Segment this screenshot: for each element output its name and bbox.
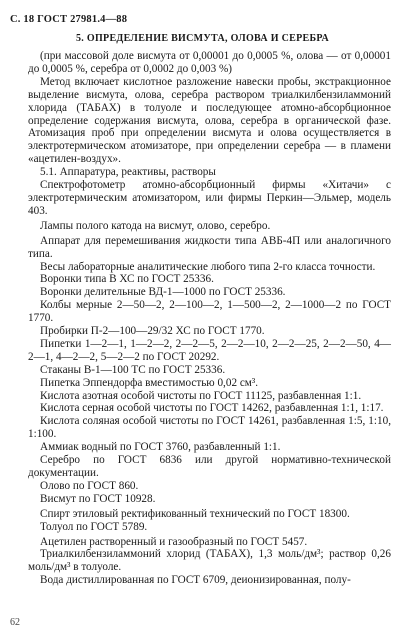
page-number: 62 xyxy=(10,617,20,628)
paragraph-beakers: Стаканы В-1—100 ТС по ГОСТ 25336. xyxy=(40,363,226,376)
paragraph-toluene: Толуол по ГОСТ 5789. xyxy=(40,520,148,533)
paragraph-scales: Весы лабораторные аналитические любого типа 2-го класса точности. xyxy=(40,260,376,273)
paragraph-silver: Серебро по ГОСТ 6836 или другой нормативно-технической документации. xyxy=(28,454,391,479)
paragraph-range: (при массовой доле висмута от 0,00001 до 0,0005 %, олова — от 0,00001 до 0,0005 %, серебра от 0,0002 до 0,003 %) xyxy=(28,50,391,75)
paragraph-bismuth: Висмут по ГОСТ 10928. xyxy=(40,492,156,505)
paragraph-eppendorf: Пипетка Эппендорфа вместимостью 0,02 см³. xyxy=(40,376,259,389)
paragraph-test-tubes: Пробирки П-2—100—29/32 ХС по ГОСТ 1770. xyxy=(40,325,265,338)
paragraph-water: Вода дистиллированная по ГОСТ 6709, деионизированная, полу- xyxy=(40,574,351,587)
paragraph-spectrophotometer: Спектрофотометр атомно-абсорбционный фирмы «Хитачи» с электротермическим атомизатором, или фирмы Перкин—Эльмер, модель 403. xyxy=(28,179,391,217)
paragraph-tabac: Триалкилбензиламмоний хлорид (ТАБАХ), 1,3 моль/дм³; раствор 0,26 моль/дм³ в толуоле. xyxy=(28,548,391,574)
paragraph-subsection-title: 5.1. Аппаратура, реактивы, растворы xyxy=(40,166,216,179)
paragraph-nitric-acid: Кислота азотная особой чистоты по ГОСТ 11125, разбавленная 1:1. xyxy=(40,389,362,402)
paragraph-mixer: Аппарат для перемешивания жидкости типа АВБ-4П или аналогичного типа. xyxy=(28,234,391,260)
paragraph-ammonia: Аммиак водный по ГОСТ 3760, разбавленный 1:1. xyxy=(40,441,281,454)
paragraph-hydrochloric-acid: Кислота соляная особой чистоты по ГОСТ 14261, разбавленная 1:5, 1:10, 1:100. xyxy=(28,415,391,441)
paragraph-acetylene: Ацетилен растворенный и газообразный по ГОСТ 5457. xyxy=(40,535,308,548)
paragraph-flasks: Колбы мерные 2—50—2, 2—100—2, 1—500—2, 2—1000—2 по ГОСТ 1770. xyxy=(28,299,391,325)
paragraph-tin: Олово по ГОСТ 860. xyxy=(40,479,139,492)
paragraph-method: Метод включает кислотное разложение навески пробы, экстракционное выделение висмута, олова, серебра раствором триалкилбензиламмоний хлорида (ТАБАХ) в толуоле и последующее атомно-абсорбционное определение содержания висмута, олова, серебра в органической фазе. Атомизация проб при определении висмута и олова осуществляется в электротермическом атомизаторе, при определении серебра — в пламени «ацетилен-воздух». xyxy=(28,75,391,166)
document-body xyxy=(28,50,391,587)
paragraph-lamps: Лампы полого катода на висмут, олово, серебро. xyxy=(40,219,271,232)
paragraph-ethanol: Спирт этиловый ректификованный технический по ГОСТ 18300. xyxy=(40,507,350,520)
paragraph-separatory-funnels: Воронки делительные ВД-1—1000 по ГОСТ 25336. xyxy=(40,286,286,299)
section-title: 5. ОПРЕДЕЛЕНИЕ ВИСМУТА, ОЛОВА И СЕРЕБРА xyxy=(75,33,330,44)
page-header: С. 18 ГОСТ 27981.4—88 xyxy=(10,14,128,25)
paragraph-pipettes: Пипетки 1—2—1, 1—2—2, 2—2—5, 2—2—10, 2—2—25, 2—2—50, 4—2—1, 4—2—2, 5—2—2 по ГОСТ 20292. xyxy=(28,337,391,363)
paragraph-sulfuric-acid: Кислота серная особой чистоты по ГОСТ 14262, разбавленная 1:1, 1:17. xyxy=(40,402,384,415)
paragraph-funnels: Воронки типа В ХС по ГОСТ 25336. xyxy=(40,273,214,286)
